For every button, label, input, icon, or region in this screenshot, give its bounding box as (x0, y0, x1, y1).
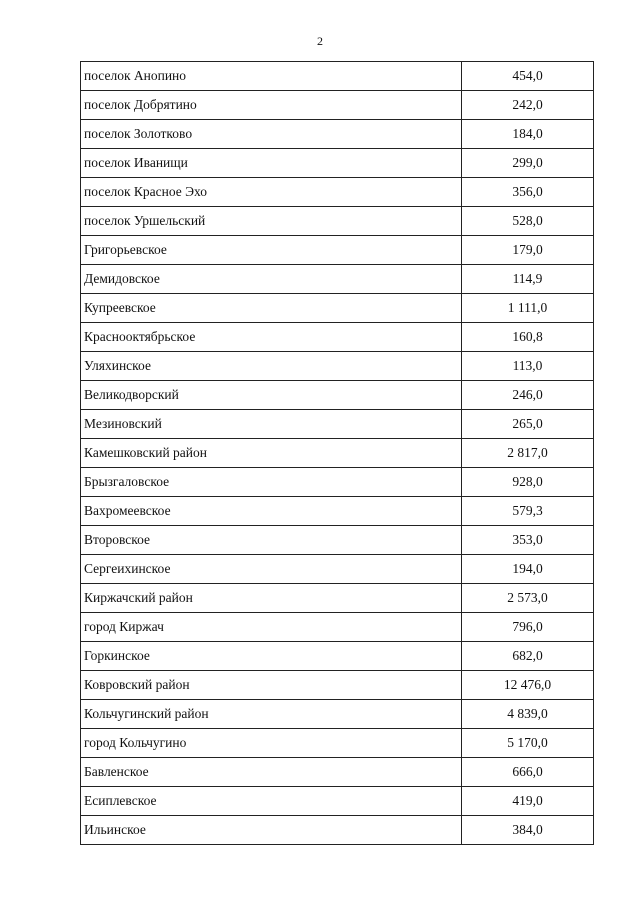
municipality-name-cell: Ковровский район (81, 671, 462, 700)
table-row (81, 787, 594, 816)
table-row (81, 120, 594, 149)
table-row (81, 62, 594, 91)
table-row (81, 468, 594, 497)
municipality-name-cell: Демидовское (81, 265, 462, 294)
table-row (81, 439, 594, 468)
table-row (81, 149, 594, 178)
page-number: 2 (317, 34, 323, 48)
amount-cell: 12 476,0 (462, 671, 594, 700)
table-row (81, 671, 594, 700)
table-row (81, 642, 594, 671)
amount-cell: 2 817,0 (462, 439, 594, 468)
amount-cell: 5 170,0 (462, 729, 594, 758)
table-row (81, 178, 594, 207)
amount-cell: 353,0 (462, 526, 594, 555)
amount-cell: 242,0 (462, 91, 594, 120)
municipality-name-cell: город Кольчугино (81, 729, 462, 758)
municipality-name-cell: Григорьевское (81, 236, 462, 265)
amount-cell: 682,0 (462, 642, 594, 671)
amount-cell: 1 111,0 (462, 294, 594, 323)
amount-cell: 179,0 (462, 236, 594, 265)
municipality-name-cell: Краснооктябрьское (81, 323, 462, 352)
municipality-name-cell: Брызгаловское (81, 468, 462, 497)
amount-cell: 666,0 (462, 758, 594, 787)
amount-cell: 419,0 (462, 787, 594, 816)
amount-cell: 454,0 (462, 62, 594, 91)
amount-cell: 4 839,0 (462, 700, 594, 729)
table-row (81, 91, 594, 120)
municipality-name-cell: город Киржач (81, 613, 462, 642)
table-row (81, 555, 594, 584)
municipality-name-cell: Уляхинское (81, 352, 462, 381)
table-row (81, 265, 594, 294)
municipality-name-cell: Ильинское (81, 816, 462, 845)
municipality-name-cell: поселок Добрятино (81, 91, 462, 120)
municipality-name-cell: Бавленское (81, 758, 462, 787)
amount-cell: 113,0 (462, 352, 594, 381)
municipality-name-cell: поселок Красное Эхо (81, 178, 462, 207)
amount-cell: 528,0 (462, 207, 594, 236)
table-body (81, 62, 594, 845)
municipality-name-cell: Сергеихинское (81, 555, 462, 584)
municipality-name-cell: Мезиновский (81, 410, 462, 439)
amount-cell: 246,0 (462, 381, 594, 410)
municipality-name-cell: Великодворский (81, 381, 462, 410)
table-row (81, 613, 594, 642)
table-row (81, 352, 594, 381)
municipality-name-cell: поселок Анопино (81, 62, 462, 91)
table-row (81, 497, 594, 526)
amount-cell: 299,0 (462, 149, 594, 178)
amount-cell: 184,0 (462, 120, 594, 149)
municipality-name-cell: Второвское (81, 526, 462, 555)
amount-cell: 796,0 (462, 613, 594, 642)
municipality-name-cell: Киржачский район (81, 584, 462, 613)
amount-cell: 928,0 (462, 468, 594, 497)
municipality-name-cell: Горкинское (81, 642, 462, 671)
table-row (81, 700, 594, 729)
amount-cell: 579,3 (462, 497, 594, 526)
municipality-name-cell: Кольчугинский район (81, 700, 462, 729)
municipality-name-cell: Камешковский район (81, 439, 462, 468)
amount-cell: 194,0 (462, 555, 594, 584)
amount-cell: 114,9 (462, 265, 594, 294)
table-row (81, 323, 594, 352)
municipality-name-cell: поселок Золотково (81, 120, 462, 149)
table-row (81, 294, 594, 323)
table-row (81, 381, 594, 410)
table-row (81, 526, 594, 555)
amount-cell: 356,0 (462, 178, 594, 207)
amount-cell: 160,8 (462, 323, 594, 352)
municipality-name-cell: поселок Иванищи (81, 149, 462, 178)
municipality-name-cell: Вахромеевское (81, 497, 462, 526)
amount-cell: 265,0 (462, 410, 594, 439)
table-row (81, 584, 594, 613)
amount-cell: 2 573,0 (462, 584, 594, 613)
table-row (81, 816, 594, 845)
table-row (81, 207, 594, 236)
municipality-name-cell: Купреевское (81, 294, 462, 323)
allocation-table (80, 61, 594, 845)
amount-cell: 384,0 (462, 816, 594, 845)
table-row (81, 410, 594, 439)
table-row (81, 758, 594, 787)
municipality-name-cell: поселок Уршельский (81, 207, 462, 236)
table-row (81, 729, 594, 758)
municipality-name-cell: Есиплевское (81, 787, 462, 816)
table-row (81, 236, 594, 265)
